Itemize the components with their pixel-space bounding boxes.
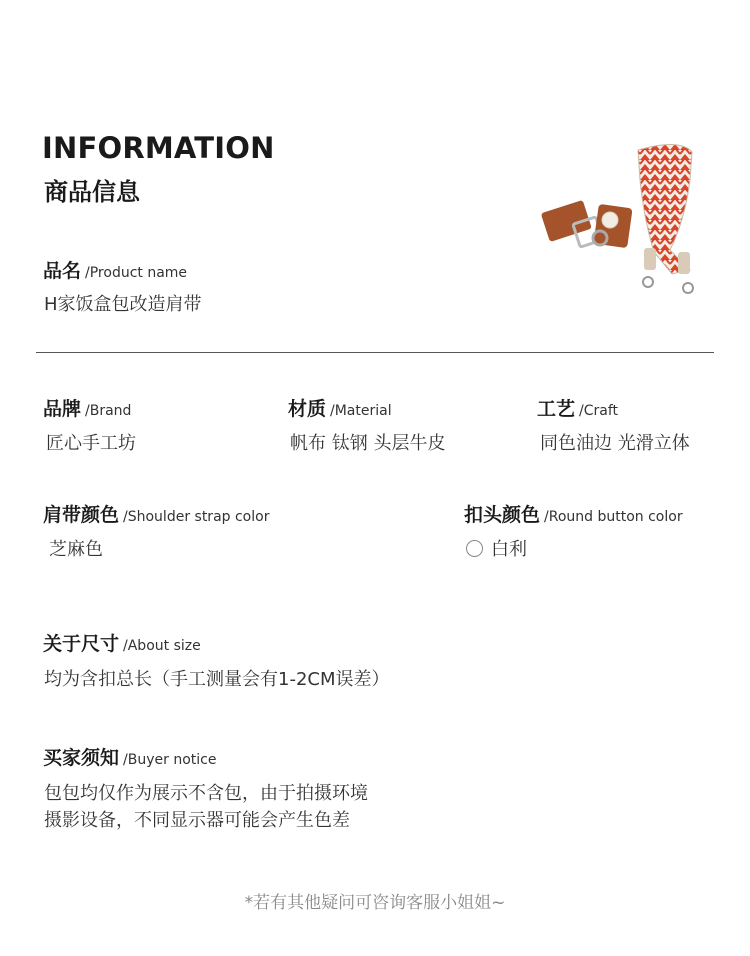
notice-line-1: 包包均仅作为展示不含包，由于拍摄环境 bbox=[44, 783, 368, 804]
size-label-en: /About size bbox=[123, 638, 201, 654]
product-name-label-cn: 品名 bbox=[43, 260, 82, 282]
craft-label bbox=[537, 394, 618, 421]
strap-color-label bbox=[43, 500, 269, 527]
size-label-cn: 关于尺寸 bbox=[43, 633, 120, 655]
button-color-label bbox=[464, 500, 683, 527]
notice-label-cn: 买家须知 bbox=[43, 747, 120, 769]
material-label-en: /Material bbox=[330, 403, 392, 419]
craft-value: 同色油边 光滑立体 bbox=[540, 433, 690, 454]
button-color-label-en: /Round button color bbox=[544, 509, 683, 525]
title-en: INFORMATION bbox=[42, 131, 275, 165]
material-value: 帆布 钛钢 头层牛皮 bbox=[290, 433, 446, 454]
title-cn: 商品信息 bbox=[44, 178, 140, 206]
craft-label-cn: 工艺 bbox=[537, 398, 576, 420]
brand-label-cn: 品牌 bbox=[43, 398, 82, 420]
product-name-value: H家饭盒包改造肩带 bbox=[44, 294, 202, 315]
button-color-value-row bbox=[466, 535, 527, 561]
strap-color-value: 芝麻色 bbox=[49, 539, 103, 560]
material-label bbox=[288, 394, 392, 421]
brand-value: 匠心手工坊 bbox=[46, 433, 136, 454]
button-color-value: 白利 bbox=[491, 539, 527, 560]
product-name-label-en: /Product name bbox=[85, 265, 188, 281]
strap-color-label-cn: 肩带颜色 bbox=[43, 504, 120, 526]
button-color-label-cn: 扣头颜色 bbox=[464, 504, 541, 526]
craft-label-en: /Craft bbox=[579, 403, 619, 419]
strap-color-label-en: /Shoulder strap color bbox=[123, 509, 270, 525]
size-value: 均为含扣总长（手工测量会有1-2CM误差） bbox=[44, 669, 390, 690]
divider bbox=[36, 352, 714, 353]
material-label-cn: 材质 bbox=[288, 398, 327, 420]
notice-line-2: 摄影设备，不同显示器可能会产生色差 bbox=[44, 810, 350, 831]
brand-label bbox=[43, 394, 131, 421]
size-label bbox=[43, 629, 201, 656]
notice-label bbox=[43, 743, 216, 770]
color-swatch-icon bbox=[466, 540, 483, 557]
brand-label-en: /Brand bbox=[85, 403, 132, 419]
notice-label-en: /Buyer notice bbox=[123, 752, 217, 768]
footer-note: *若有其他疑问可咨询客服小姐姐~ bbox=[244, 893, 506, 913]
product-name-label bbox=[43, 256, 187, 283]
product-image bbox=[540, 140, 720, 300]
